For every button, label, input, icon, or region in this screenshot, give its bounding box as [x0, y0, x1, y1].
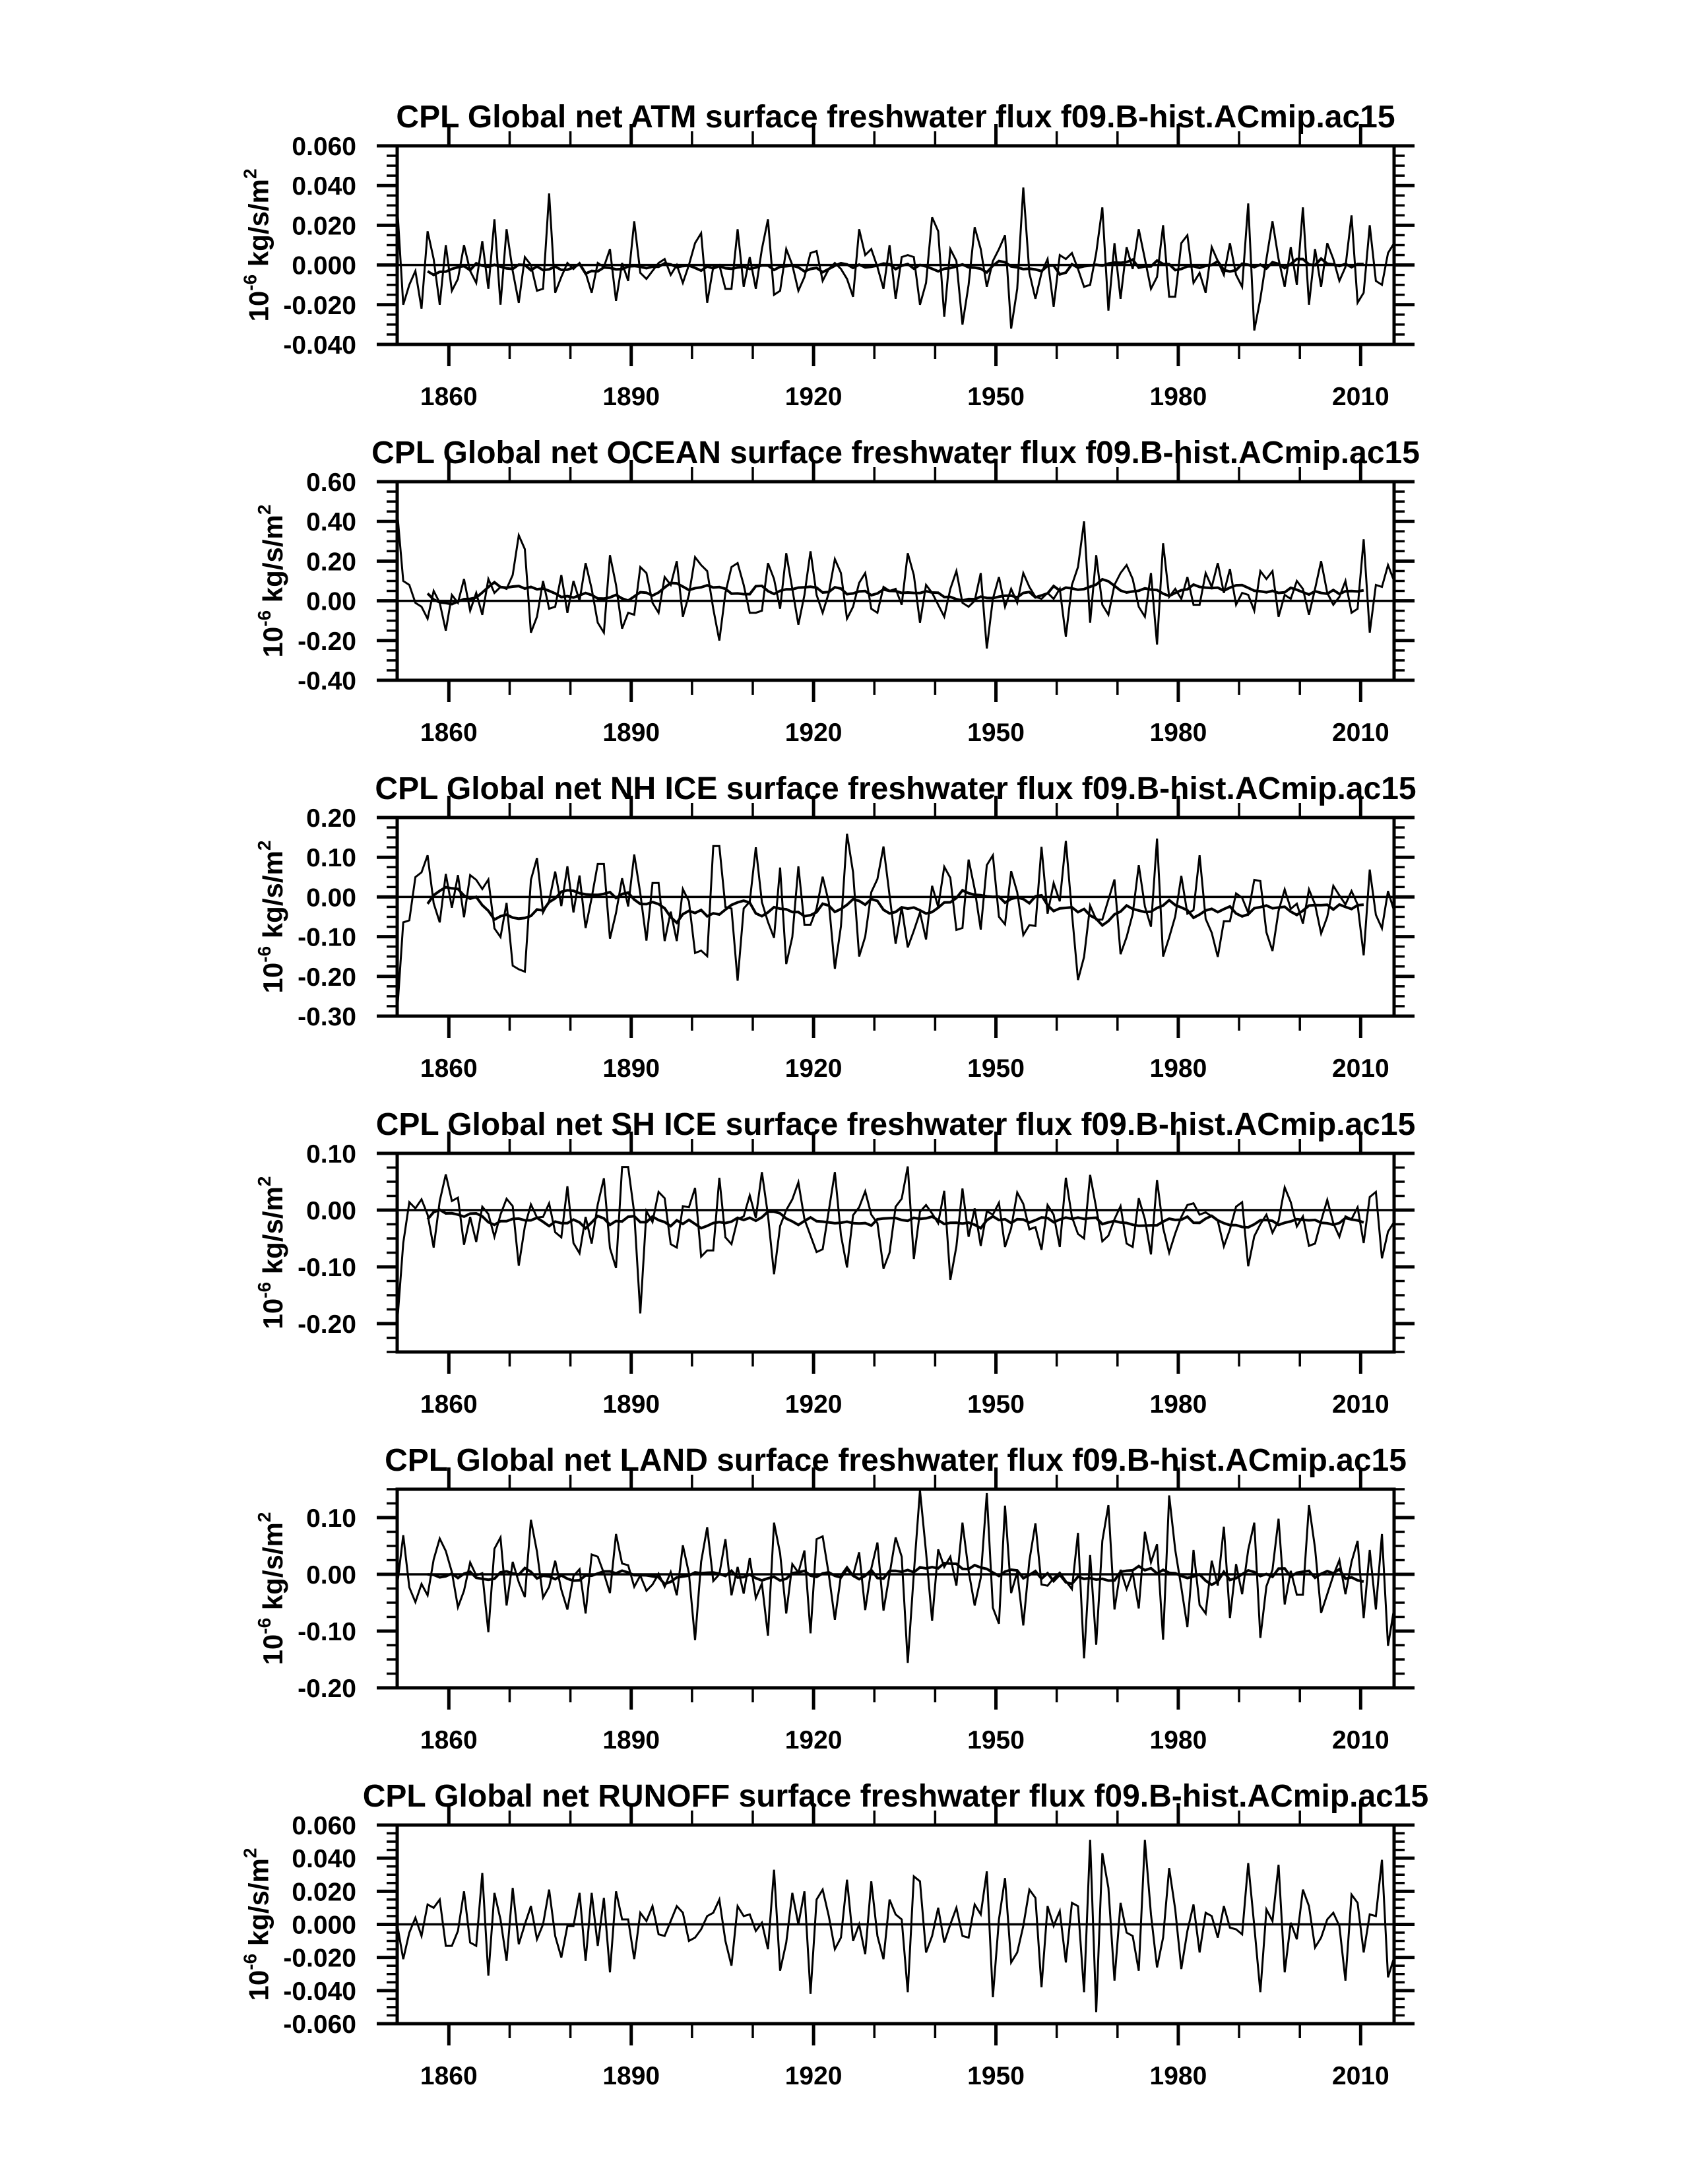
y-tick-label: 0.00	[306, 883, 356, 913]
y-axis-label	[254, 1512, 288, 1665]
x-tick-label: 1920	[784, 1726, 843, 1754]
y-tick-label: 0.060	[292, 1812, 356, 1840]
series-line-annual	[397, 1167, 1394, 1324]
y-tick-label: -0.30	[298, 1003, 356, 1031]
y-tick-label: -0.020	[283, 1944, 356, 1973]
y-tick-label: -0.20	[298, 627, 356, 656]
y-axis-label-unit-exp: 2	[254, 1512, 275, 1523]
chart-title: CPL Global net NH ICE surface freshwater flux f09.B-hist.ACmip.ac15	[375, 771, 1417, 806]
x-tick-label: 2010	[1331, 719, 1389, 747]
x-tick-label: 1890	[602, 1054, 660, 1083]
y-tick-label: 0.60	[306, 468, 356, 497]
series-line-annual	[397, 511, 1394, 649]
y-axis-label-base: 10	[243, 1970, 274, 2001]
x-tick-label: 1890	[602, 1390, 660, 1419]
y-tick-label: 0.20	[306, 804, 356, 833]
y-tick-label: 0.10	[306, 1140, 356, 1169]
y-tick-label: -0.20	[298, 1675, 356, 1703]
y-tick-label: 0.020	[292, 1878, 356, 1907]
y-axis-label-base: 10	[257, 1634, 289, 1665]
x-tick-label: 1920	[784, 719, 843, 747]
y-axis-label-unit: kg/s/m	[243, 1858, 274, 1954]
chart-title: CPL Global net OCEAN surface freshwater flux f09.B-hist.ACmip.ac15	[371, 435, 1420, 470]
y-tick-label: 0.40	[306, 508, 356, 537]
x-tick-label: 1860	[420, 1390, 478, 1419]
y-tick-label: 0.000	[292, 1911, 356, 1940]
y-tick-label: 0.20	[306, 548, 356, 577]
y-axis-label-base: 10	[243, 290, 274, 322]
y-axis-label-exp: -6	[254, 1617, 275, 1634]
y-axis-label-unit: kg/s/m	[257, 1522, 289, 1618]
y-axis-label-base: 10	[257, 1298, 289, 1330]
y-axis-label-unit: kg/s/m	[257, 1186, 289, 1282]
x-tick-label: 1980	[1149, 1054, 1207, 1083]
x-tick-label: 1950	[967, 719, 1025, 747]
y-axis-label-unit: kg/s/m	[243, 179, 274, 274]
y-axis-label-base: 10	[257, 962, 289, 994]
y-axis-label	[254, 841, 288, 994]
x-tick-label: 1950	[967, 1054, 1025, 1083]
x-tick-label: 1860	[420, 719, 478, 747]
y-tick-label: -0.10	[298, 1618, 356, 1646]
chart-title: CPL Global net ATM surface freshwater flux f09.B-hist.ACmip.ac15	[396, 100, 1395, 135]
y-axis-label-unit-exp: 2	[254, 840, 275, 851]
plot-frame	[397, 482, 1394, 680]
y-axis-label	[254, 505, 288, 658]
plot-frame	[397, 1489, 1394, 1688]
y-axis-label-unit-exp: 2	[254, 504, 275, 515]
series-line-annual	[397, 187, 1394, 331]
series-line-annual	[397, 834, 1394, 1012]
x-tick-label: 1860	[420, 383, 478, 411]
y-tick-label: -0.40	[298, 667, 356, 695]
y-tick-label: 0.00	[306, 587, 356, 616]
y-axis-label	[239, 169, 274, 322]
y-tick-label: 0.10	[306, 1504, 356, 1533]
x-tick-label: 1950	[967, 2062, 1025, 2090]
y-axis-label-unit-exp: 2	[254, 1176, 275, 1187]
series-line-annual	[397, 1840, 1394, 2012]
x-tick-label: 2010	[1331, 1726, 1389, 1754]
y-axis-label-exp: -6	[254, 1281, 275, 1299]
panel-3	[254, 771, 1417, 1083]
x-tick-label: 1920	[784, 1054, 843, 1083]
y-axis-label-unit: kg/s/m	[257, 515, 289, 610]
plot-frame	[397, 1153, 1394, 1352]
x-tick-label: 1950	[967, 383, 1025, 411]
y-tick-label: 0.10	[306, 844, 356, 873]
y-tick-label: 0.040	[292, 1845, 356, 1874]
x-tick-label: 2010	[1331, 1390, 1389, 1419]
x-tick-label: 1920	[784, 2062, 843, 2090]
y-tick-label: -0.060	[283, 2010, 356, 2039]
y-tick-label: -0.020	[283, 291, 356, 320]
x-tick-label: 2010	[1331, 2062, 1389, 2090]
y-axis-label-exp: -6	[254, 946, 275, 963]
y-axis-label-base: 10	[257, 626, 289, 658]
x-tick-label: 1890	[602, 2062, 660, 2090]
x-tick-label: 1890	[602, 383, 660, 411]
y-tick-label: 0.00	[306, 1197, 356, 1225]
chart-title: CPL Global net SH ICE surface freshwater flux f09.B-hist.ACmip.ac15	[375, 1107, 1416, 1142]
x-tick-label: 1980	[1149, 1390, 1207, 1419]
x-tick-label: 1980	[1149, 719, 1207, 747]
y-tick-label: -0.040	[283, 331, 356, 360]
panel-5	[254, 1443, 1415, 1754]
x-tick-label: 1920	[784, 383, 843, 411]
y-tick-label: 0.020	[292, 212, 356, 241]
x-tick-label: 1860	[420, 1054, 478, 1083]
y-axis-label-exp: -6	[239, 274, 261, 291]
y-tick-label: -0.10	[298, 923, 356, 952]
x-tick-label: 1890	[602, 719, 660, 747]
y-axis-label	[254, 1176, 288, 1330]
panel-6	[239, 1779, 1428, 2090]
y-tick-label: -0.20	[298, 963, 356, 992]
y-axis-label-unit: kg/s/m	[257, 851, 289, 946]
y-axis-label-unit-exp: 2	[239, 168, 261, 179]
x-tick-label: 1950	[967, 1726, 1025, 1754]
y-tick-label: 0.060	[292, 133, 356, 161]
y-tick-label: -0.040	[283, 1977, 356, 2006]
x-tick-label: 1980	[1149, 1726, 1207, 1754]
series-line-running-mean	[428, 887, 1364, 926]
chart-title: CPL Global net LAND surface freshwater flux f09.B-hist.ACmip.ac15	[385, 1443, 1407, 1478]
y-axis-label	[239, 1848, 274, 2001]
x-tick-label: 2010	[1331, 383, 1389, 411]
x-tick-label: 1860	[420, 2062, 478, 2090]
y-tick-label: 0.000	[292, 251, 356, 280]
panel-1	[239, 100, 1415, 411]
x-tick-label: 1920	[784, 1390, 843, 1419]
x-tick-label: 1860	[420, 1726, 478, 1754]
chart-title: CPL Global net RUNOFF surface freshwater flux f09.B-hist.ACmip.ac15	[362, 1779, 1429, 1814]
x-tick-label: 1950	[967, 1390, 1025, 1419]
x-tick-label: 2010	[1331, 1054, 1389, 1083]
panel-4	[254, 1107, 1415, 1419]
y-axis-label-exp: -6	[254, 610, 275, 627]
y-tick-label: 0.040	[292, 172, 356, 201]
y-tick-label: 0.00	[306, 1561, 356, 1590]
y-tick-label: -0.10	[298, 1254, 356, 1282]
y-axis-label-exp: -6	[239, 1953, 261, 1970]
x-tick-label: 1980	[1149, 383, 1207, 411]
y-tick-label: -0.20	[298, 1310, 356, 1339]
panel-2	[254, 435, 1420, 747]
x-tick-label: 1980	[1149, 2062, 1207, 2090]
y-axis-label-unit-exp: 2	[239, 1847, 261, 1859]
x-tick-label: 1890	[602, 1726, 660, 1754]
